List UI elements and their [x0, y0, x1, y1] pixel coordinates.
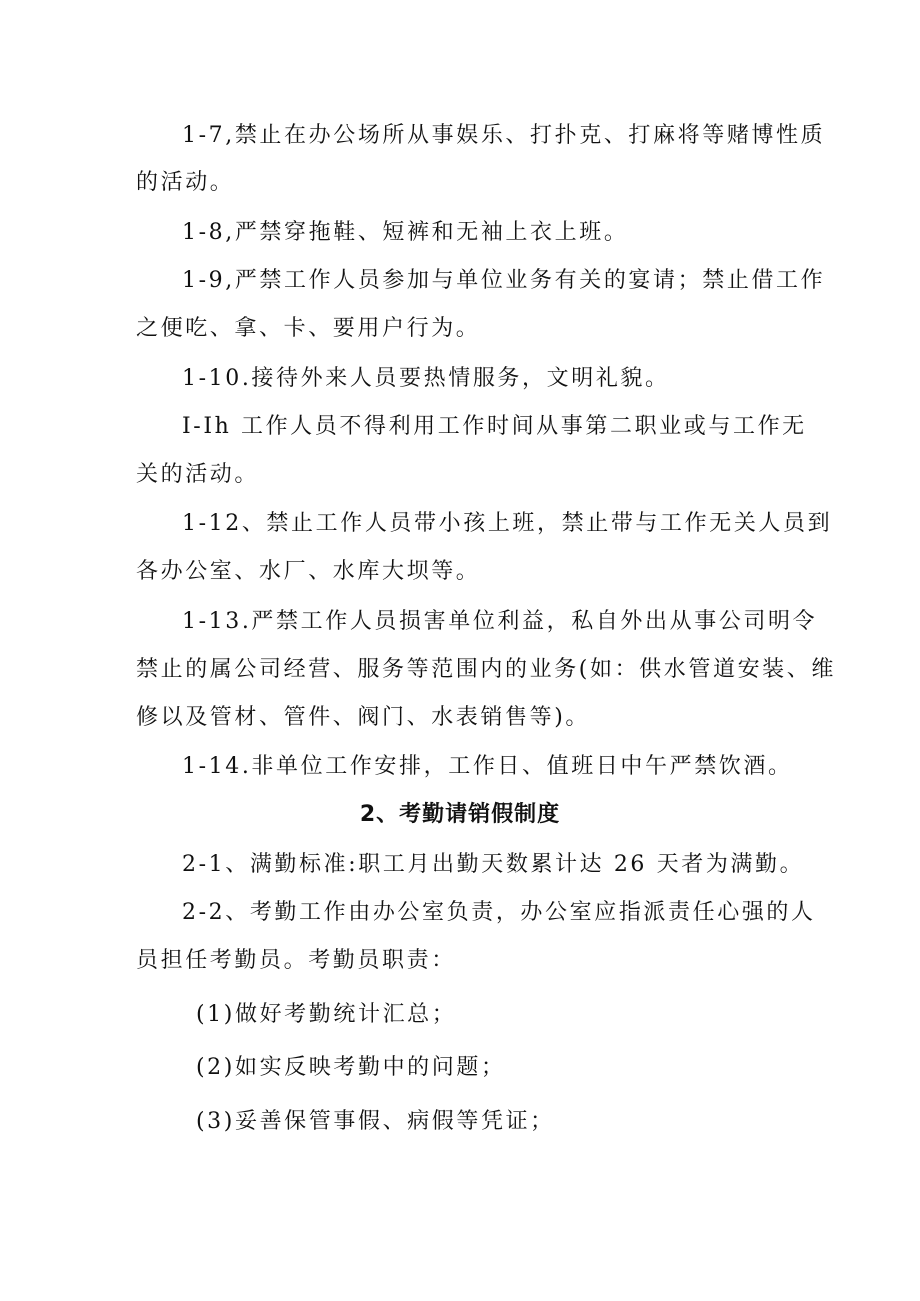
- rule-2-1: 2-1、满勤标准:职工月出勤天数累计达 26 天者为满勤。: [182, 852, 805, 877]
- rule-1-9-line-2: 之便吃、拿、卡、要用户行为。: [136, 316, 481, 341]
- rule-2-2-line-2: 员担任考勤员。考勤员职责：: [136, 948, 456, 973]
- rule-1-13-line-3: 修以及管材、管件、阀门、水表销售等)。: [136, 705, 590, 730]
- rule-1-13-line-1: 1-13.严禁工作人员损害单位利益，私自外出从事公司明令: [182, 609, 818, 634]
- rule-1-11-line-2: 关的活动。: [136, 462, 260, 487]
- duty-item-2: (2)如实反映考勤中的问题；: [196, 1055, 506, 1080]
- rule-1-13-line-2: 禁止的属公司经营、服务等范围内的业务(如：供水管道安装、维: [136, 657, 836, 682]
- rule-2-2-line-1: 2-2、考勤工作由办公室负责，办公室应指派责任心强的人: [182, 900, 816, 925]
- rule-1-9-line-1: 1-9,严禁工作人员参加与单位业务有关的宴请；禁止借工作: [182, 268, 826, 293]
- rule-1-12-line-2: 各办公室、水厂、水库大坝等。: [136, 559, 481, 584]
- rule-1-7-line-2: 的活动。: [136, 170, 235, 195]
- rule-1-10: 1-10.接待外来人员要热情服务，文明礼貌。: [182, 366, 670, 391]
- rule-1-14: 1-14.非单位工作安排，工作日、值班日中午严禁饮酒。: [182, 754, 793, 779]
- section-heading: 2、考勤请销假制度: [359, 802, 561, 827]
- duty-item-3: (3)妥善保管事假、病假等凭证；: [196, 1109, 555, 1134]
- rule-1-8: 1-8,严禁穿拖鞋、短裤和无袖上衣上班。: [182, 220, 629, 245]
- rule-1-12-line-1: 1-12、禁止工作人员带小孩上班，禁止带与工作无关人员到: [182, 511, 833, 536]
- rule-1-11-line-1: I-Ih 工作人员不得利用工作时间从事第二职业或与工作无: [182, 414, 807, 439]
- rule-1-7-line-1: 1-7,禁止在办公场所从事娱乐、打扑克、打麻将等赌博性质: [182, 123, 826, 148]
- duty-item-1: (1)做好考勤统计汇总；: [196, 1002, 457, 1027]
